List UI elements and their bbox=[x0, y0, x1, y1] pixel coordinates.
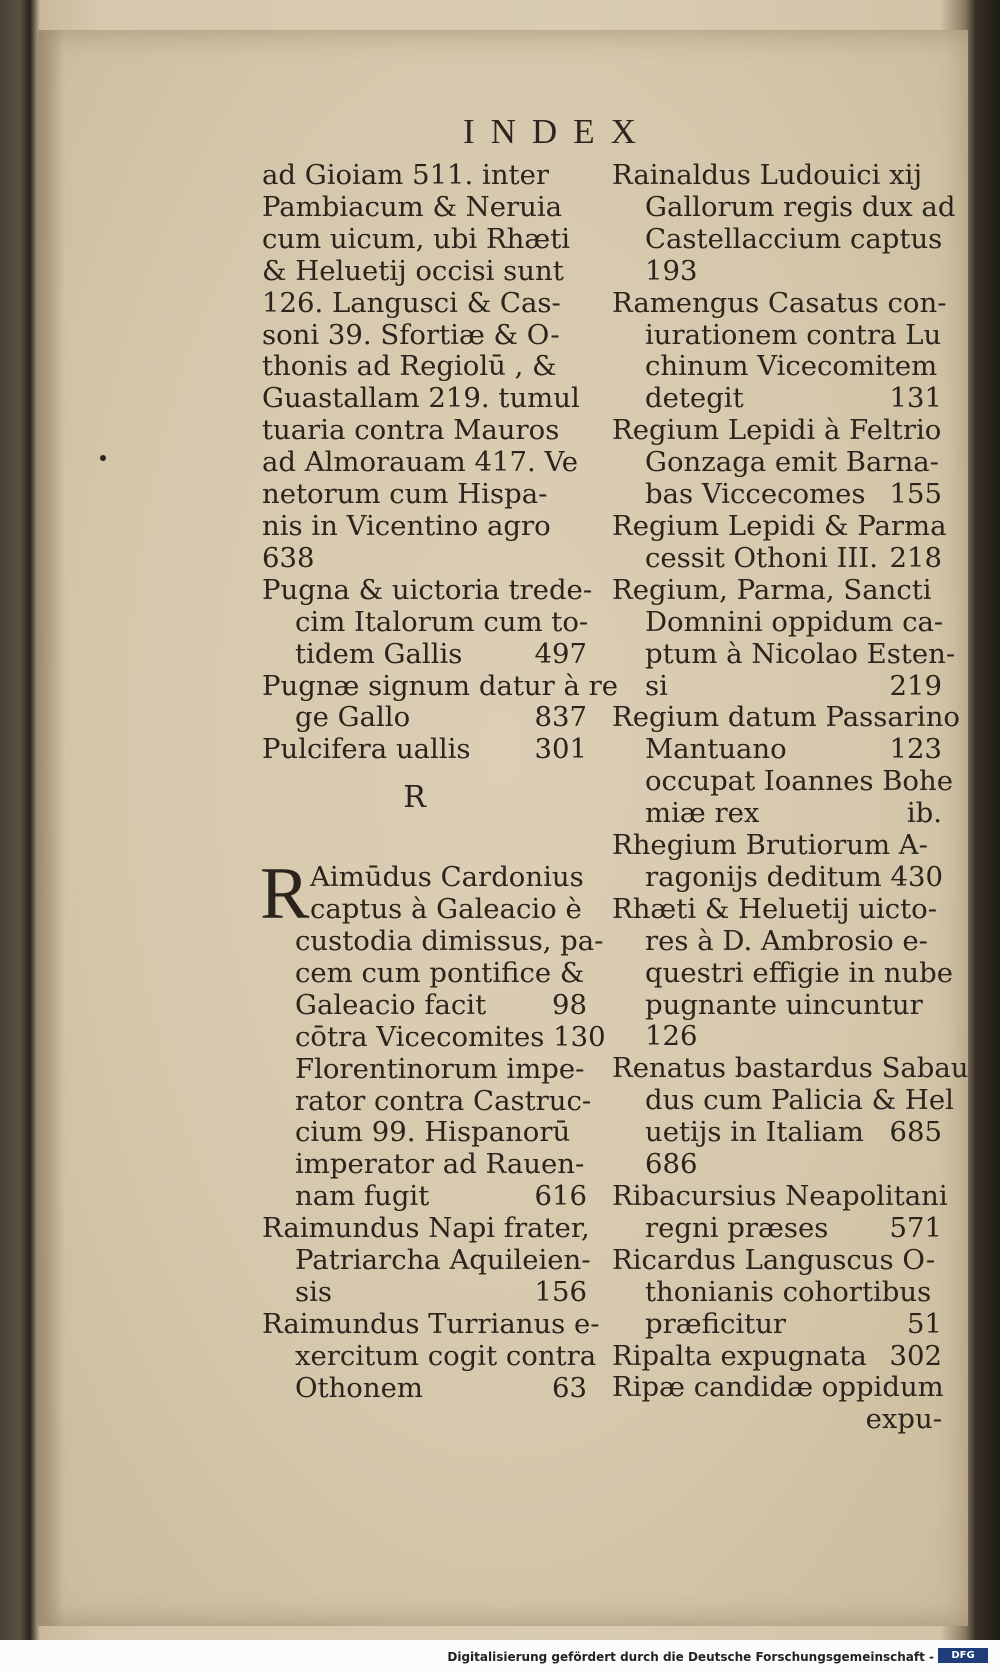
index-entry bbox=[262, 573, 593, 671]
entry-line bbox=[262, 511, 587, 543]
index-entry bbox=[262, 734, 587, 766]
entry-text: Galeacio facit bbox=[295, 988, 487, 1021]
page-reference: 497 bbox=[534, 637, 587, 670]
entry-line bbox=[262, 351, 587, 383]
left-entries-continued bbox=[262, 1212, 600, 1404]
entry-line bbox=[612, 256, 942, 288]
page-reference: 63 bbox=[552, 1371, 587, 1404]
page-reference: 837 bbox=[534, 701, 587, 734]
running-head: INDEX bbox=[463, 112, 652, 151]
entry-text: Guastallam 219. tumul bbox=[262, 382, 580, 415]
entry-line bbox=[612, 1180, 948, 1213]
entry-text: Ripalta expugnata bbox=[612, 1339, 867, 1372]
entry-text: pugnante uincuntur bbox=[645, 988, 923, 1021]
index-entry bbox=[612, 159, 956, 288]
entry-text: Regium, Parma, Sancti bbox=[612, 573, 932, 606]
entry-line bbox=[612, 320, 942, 352]
dropcap-letter: R bbox=[260, 853, 310, 936]
entry-line bbox=[262, 1054, 587, 1086]
entry-line bbox=[612, 1052, 969, 1085]
entry-text: præficitur bbox=[645, 1307, 787, 1340]
entry-text: Raimundus Turrianus e- bbox=[262, 1307, 600, 1340]
entry-text: 126. Langusci & Cas- bbox=[262, 286, 561, 319]
entry-text: Rainaldus Ludouici xij bbox=[612, 159, 923, 191]
entry-text: Rhegium Brutiorum A- bbox=[612, 829, 928, 862]
entry-text: miæ rex bbox=[645, 797, 760, 830]
right-column bbox=[612, 159, 969, 1436]
index-entry bbox=[612, 509, 947, 575]
entry-line bbox=[262, 1181, 587, 1213]
entry-line bbox=[612, 734, 942, 766]
entry-line bbox=[612, 1117, 942, 1149]
index-entry bbox=[612, 286, 947, 416]
entry-text: Domnini oppidum ca- bbox=[645, 605, 944, 638]
entry-line bbox=[262, 1339, 597, 1373]
entry-text: cōtra Vicecomites 130 bbox=[295, 1020, 606, 1053]
footer-bar bbox=[0, 1640, 1000, 1671]
entry-line bbox=[262, 1084, 592, 1118]
entry-line bbox=[262, 256, 587, 288]
entry-text: res à D. Ambrosio e- bbox=[645, 924, 928, 957]
page-reference: 218 bbox=[889, 541, 942, 574]
entry-line bbox=[612, 894, 942, 926]
entry-line bbox=[612, 383, 942, 415]
index-entry bbox=[612, 830, 942, 894]
entry-text: ge Gallo bbox=[295, 701, 411, 734]
entry-text: netorum cum Hispa- bbox=[262, 478, 548, 511]
entry-text: nis in Vicentino agro bbox=[262, 509, 551, 542]
page-reference: 685 bbox=[889, 1116, 942, 1149]
entry-line bbox=[262, 1244, 591, 1277]
entry-text: Ripæ candidæ oppidum bbox=[612, 1371, 944, 1404]
dfg-logo: DFG bbox=[938, 1648, 988, 1663]
page-reference: 571 bbox=[889, 1211, 942, 1244]
entry-line bbox=[262, 734, 587, 766]
entry-line bbox=[262, 958, 587, 990]
entry-line bbox=[262, 479, 587, 511]
index-entry bbox=[262, 1212, 591, 1309]
entry-text: thonis ad Regiolū , & bbox=[262, 350, 557, 383]
entry-line bbox=[612, 1245, 942, 1277]
entry-line bbox=[262, 543, 587, 575]
entry-text: Ramengus Casatus con- bbox=[612, 286, 947, 319]
index-entry bbox=[262, 1307, 600, 1405]
entry-text: Regium Lepidi & Parma bbox=[612, 509, 947, 542]
entry-text: bas Viccecomes bbox=[645, 478, 866, 511]
entry-text: Castellaccium captus bbox=[645, 222, 943, 255]
entry-line bbox=[612, 671, 942, 703]
entry-text: ragonijs deditum 430 bbox=[645, 860, 943, 893]
entry-text: 638 bbox=[262, 541, 315, 574]
entry-line bbox=[262, 669, 619, 703]
index-entry bbox=[612, 701, 960, 830]
entry-text: 126 bbox=[645, 1020, 698, 1053]
entry-line bbox=[262, 573, 593, 607]
index-entry bbox=[612, 1245, 942, 1341]
entry-text: ptum à Nicolao Esten- bbox=[645, 637, 956, 670]
entry-text: Gallorum regis dux ad bbox=[645, 190, 956, 223]
entry-text: Pugnæ signum datur à re bbox=[262, 669, 619, 702]
entry-text: thonianis cohortibus bbox=[645, 1275, 932, 1308]
page-reference: 616 bbox=[534, 1180, 587, 1213]
entry-line bbox=[612, 1213, 942, 1245]
catchword: expu- bbox=[865, 1403, 942, 1436]
page-reference: 98 bbox=[552, 988, 587, 1021]
index-entry bbox=[612, 1180, 948, 1245]
entry-line bbox=[612, 798, 942, 830]
entry-line bbox=[262, 702, 587, 734]
entry-line bbox=[612, 1084, 954, 1117]
section-letter: R bbox=[403, 780, 426, 816]
entry-line bbox=[262, 1307, 600, 1341]
entry-text: Ricardus Languscus O- bbox=[612, 1243, 936, 1276]
entry-line bbox=[262, 1277, 587, 1309]
entry-text: Mantuano bbox=[645, 733, 787, 766]
index-entry bbox=[612, 573, 956, 703]
left-column bbox=[260, 159, 619, 1405]
page-reference: 302 bbox=[889, 1339, 942, 1372]
entry-text: cum uicum, ubi Rhæti bbox=[262, 222, 571, 255]
entry-text: Gonzaga emit Barna- bbox=[645, 446, 939, 479]
entry-text: ad Gioiam 511. inter bbox=[262, 159, 550, 191]
entry-line bbox=[612, 575, 942, 607]
ink-speck bbox=[100, 455, 106, 461]
entry-line bbox=[262, 1117, 587, 1149]
entry-line bbox=[262, 447, 587, 479]
entry-text: custodia dimissus, pa- bbox=[295, 925, 604, 958]
entry-line bbox=[262, 639, 587, 671]
entry-text: regni præses bbox=[645, 1211, 829, 1244]
entry-line bbox=[612, 1341, 942, 1373]
entry-text: Renatus bastardus Sabau bbox=[612, 1052, 969, 1085]
entry-line bbox=[262, 1212, 590, 1245]
entry-line bbox=[262, 925, 604, 958]
entry-text: cem cum pontifice & bbox=[295, 956, 585, 989]
entry-line bbox=[262, 607, 587, 639]
entry-line bbox=[612, 830, 942, 862]
entry-line bbox=[262, 160, 587, 192]
entry-text: Ribacursius Neapolitani bbox=[612, 1180, 948, 1212]
entry-line bbox=[612, 990, 942, 1022]
entry-text: nam fugit bbox=[295, 1180, 430, 1213]
page-reference: ib. bbox=[906, 797, 942, 830]
page-gutter-shadow bbox=[38, 30, 64, 1626]
page-reference: 51 bbox=[907, 1307, 942, 1340]
entry-text: Othonem bbox=[295, 1371, 423, 1404]
entry-text: rator contra Castruc- bbox=[295, 1084, 592, 1117]
entry-text: tidem Gallis bbox=[295, 637, 463, 670]
right-entries bbox=[612, 159, 969, 1404]
entry-text: detegit bbox=[645, 382, 744, 415]
entry-text: uetijs in Italiam bbox=[645, 1116, 864, 1149]
entry-line bbox=[612, 190, 956, 224]
entry-text: cessit Othoni III. bbox=[645, 541, 878, 574]
entry-text: questri effigie in nube bbox=[645, 956, 954, 989]
entry-text: Regium Lepidi à Feltrio bbox=[612, 414, 942, 447]
entry-line bbox=[612, 509, 947, 543]
entry-text: iurationem contra Lu bbox=[645, 318, 942, 351]
entry-text: xercitum cogit contra bbox=[295, 1339, 597, 1372]
entry-line bbox=[612, 1277, 942, 1309]
entry-text: 686 bbox=[645, 1148, 698, 1181]
entry-line bbox=[612, 765, 953, 798]
entry-line bbox=[612, 224, 942, 256]
page-reference: 155 bbox=[889, 478, 942, 511]
entry-text: Regium datum Passarino bbox=[612, 701, 960, 734]
page-reference: 123 bbox=[889, 733, 942, 766]
entry-text: Pambiacum & Neruia bbox=[262, 190, 563, 223]
entry-text: & Heluetij occisi sunt bbox=[262, 254, 564, 287]
entry-line bbox=[612, 607, 942, 639]
entry-line bbox=[612, 286, 947, 320]
entry-text: 193 bbox=[645, 254, 698, 287]
entry-text: Pugna & uictoria trede- bbox=[262, 573, 593, 606]
entry-line bbox=[262, 288, 587, 320]
entry-line bbox=[612, 1149, 942, 1181]
entry-text: Aimūdus Cardonius bbox=[310, 861, 584, 894]
entry-line bbox=[612, 1309, 942, 1341]
entry-line bbox=[262, 1373, 587, 1405]
entry-line bbox=[612, 926, 942, 958]
entry-text: dus cum Palicia & Hel bbox=[645, 1084, 954, 1117]
index-entry bbox=[612, 415, 942, 511]
entry-text: captus à Galeacio è bbox=[310, 893, 582, 926]
entry-text: si bbox=[645, 669, 668, 702]
index-entry bbox=[612, 1052, 969, 1181]
entry-text: cium 99. Hispanorū bbox=[295, 1116, 571, 1149]
entry-text: ad Almorauam 417. Ve bbox=[262, 446, 579, 479]
index-entry bbox=[262, 160, 587, 575]
entry-text: chinum Vicecomitem bbox=[645, 350, 938, 383]
entry-line bbox=[262, 990, 587, 1022]
funding-credit: Digitalisierung gefördert durch die Deutsche Forschungsgemeinschaft - bbox=[447, 1650, 934, 1664]
entry-line bbox=[612, 637, 956, 671]
entry-line bbox=[612, 862, 942, 894]
index-entry bbox=[262, 669, 619, 735]
entry-text: Patriarcha Aquileien- bbox=[295, 1244, 591, 1277]
entry-line bbox=[262, 383, 587, 415]
entry-line bbox=[612, 1021, 942, 1053]
entry-text: sis bbox=[295, 1276, 333, 1308]
entry-line bbox=[262, 192, 587, 224]
dropcap-entry bbox=[260, 853, 606, 1213]
entry-text: soni 39. Sfortiæ & O- bbox=[262, 318, 560, 351]
entry-text: tuaria contra Mauros bbox=[262, 414, 560, 447]
entry-line bbox=[262, 862, 587, 894]
entry-line bbox=[612, 956, 954, 990]
entry-line bbox=[612, 479, 942, 511]
page-reference: 219 bbox=[889, 669, 942, 702]
entry-text: Pulcifera uallis bbox=[262, 733, 471, 766]
page-reference: 301 bbox=[534, 733, 587, 766]
entry-line bbox=[612, 447, 942, 479]
left-entries bbox=[262, 159, 619, 766]
index-entry bbox=[612, 1372, 942, 1404]
entry-line bbox=[262, 894, 587, 926]
entry-text: Rhæti & Heluetij uicto- bbox=[612, 892, 938, 925]
entry-line bbox=[612, 160, 942, 192]
entry-line bbox=[612, 1372, 942, 1404]
entry-line bbox=[262, 224, 587, 256]
entry-line bbox=[262, 1020, 606, 1054]
entry-line bbox=[612, 701, 960, 734]
entry-text: imperator ad Rauen- bbox=[295, 1148, 585, 1181]
entry-line bbox=[612, 415, 942, 447]
entry-line bbox=[612, 351, 942, 383]
entry-text: occupat Ioannes Bohe bbox=[645, 765, 953, 798]
index-entry bbox=[612, 1341, 942, 1373]
entry-line bbox=[262, 1149, 587, 1181]
entry-line bbox=[262, 320, 587, 352]
entry-line bbox=[612, 543, 942, 575]
entry-text: Florentinorum impe- bbox=[295, 1052, 585, 1085]
page-reference: 131 bbox=[889, 382, 942, 415]
index-entry bbox=[612, 892, 954, 1054]
entry-line bbox=[262, 415, 587, 447]
entry-text: Raimundus Napi frater, bbox=[262, 1212, 590, 1245]
entry-text: cim Italorum cum to- bbox=[295, 605, 589, 638]
page-reference: 156 bbox=[534, 1276, 587, 1308]
